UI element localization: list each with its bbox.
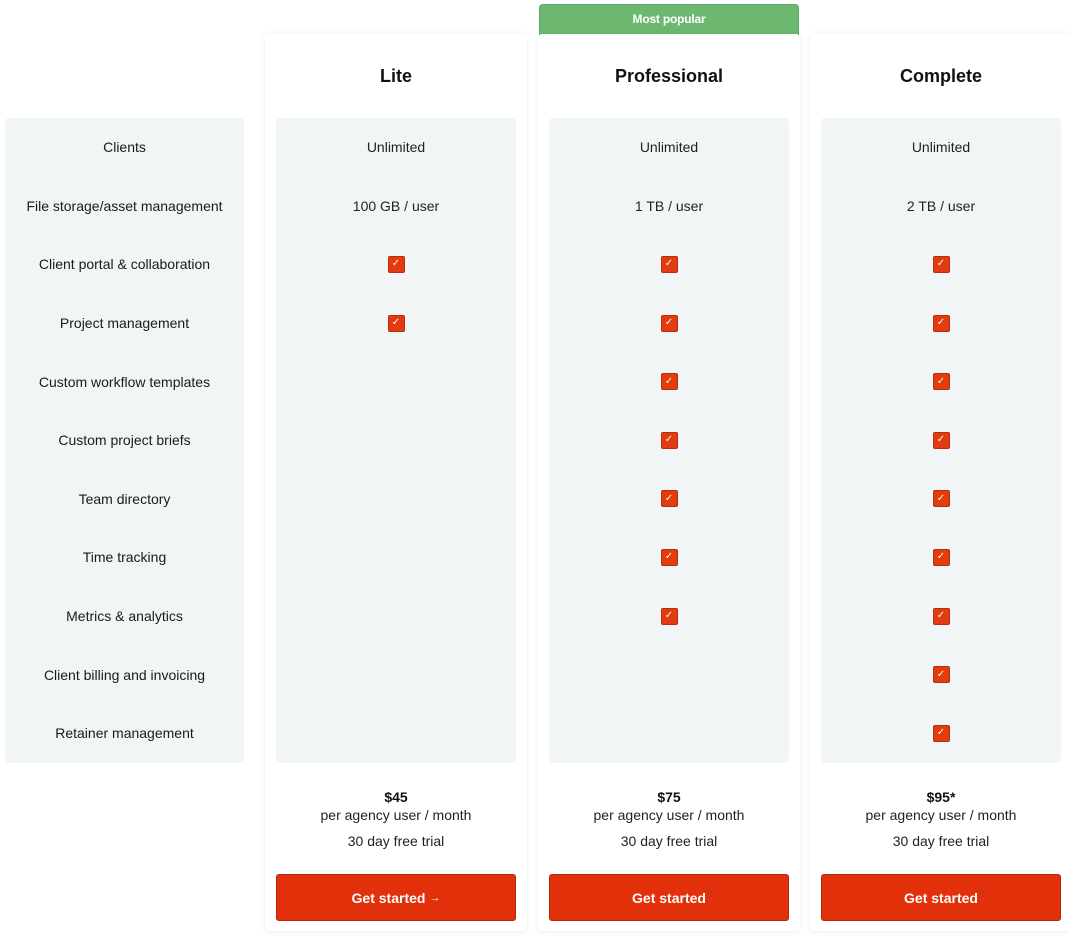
- checkbox-checked-icon: ✓: [933, 608, 950, 625]
- plan-price: $75: [657, 789, 681, 805]
- feature-label-team-directory: Team directory: [78, 490, 171, 507]
- feature-value-storage: 100 GB / user: [352, 197, 440, 214]
- feature-cell-custom-workflow-templates: [821, 352, 1061, 411]
- plan-price: $45: [384, 789, 408, 805]
- feature-cell-time-tracking: [549, 528, 789, 587]
- get-started-button-complete[interactable]: [821, 874, 1061, 921]
- most-popular-badge: Most popular: [539, 4, 799, 38]
- button-label: Get started: [632, 889, 706, 906]
- feature-label-client-portal: Client portal & collaboration: [38, 256, 211, 273]
- checkbox-checked-icon: ✓: [933, 432, 950, 449]
- plan-card-complete: [810, 34, 1070, 931]
- feature-cell-project-management: [276, 294, 516, 353]
- plan-card-professional: [538, 34, 800, 931]
- checkbox-checked-icon: ✓: [933, 666, 950, 683]
- feature-value-clients: Unlimited: [639, 139, 699, 156]
- feature-label-custom-project-briefs: Custom project briefs: [58, 432, 191, 449]
- checkbox-checked-icon: ✓: [661, 490, 678, 507]
- feature-cell-client-portal: [549, 235, 789, 294]
- feature-label-client-billing: Client billing and invoicing: [43, 666, 206, 683]
- checkbox-checked-icon: ✓: [933, 549, 950, 566]
- checkbox-checked-icon: ✓: [388, 315, 405, 332]
- feature-cell-metrics-analytics: [276, 587, 516, 646]
- feature-label-file-storage: File storage/asset management: [26, 197, 223, 214]
- feature-cell-custom-project-briefs: [821, 411, 1061, 470]
- feature-cell-custom-project-briefs: [276, 411, 516, 470]
- checkbox-checked-icon: ✓: [933, 373, 950, 390]
- feature-list: [5, 118, 244, 763]
- feature-label-project-management: Project management: [59, 315, 190, 332]
- feature-cell-metrics-analytics: [821, 587, 1061, 646]
- feature-cell-client-billing: [549, 645, 789, 704]
- feature-cell-team-directory: [821, 470, 1061, 529]
- feature-value-storage: 2 TB / user: [906, 197, 976, 214]
- feature-cell-custom-project-briefs: [549, 411, 789, 470]
- feature-cell-custom-workflow-templates: [549, 352, 789, 411]
- feature-cell-client-billing: [821, 645, 1061, 704]
- feature-cell-retainer-management: [821, 704, 1061, 763]
- feature-cell-custom-workflow-templates: [276, 352, 516, 411]
- plan-feature-column: [549, 118, 789, 763]
- price-period: per agency user / month: [865, 807, 1017, 823]
- checkbox-checked-icon: ✓: [388, 256, 405, 273]
- feature-cell-retainer-management: [549, 704, 789, 763]
- plan-name: Complete: [899, 66, 982, 86]
- checkbox-checked-icon: ✓: [933, 490, 950, 507]
- arrow-right-icon: →: [429, 891, 441, 904]
- checkbox-checked-icon: ✓: [933, 315, 950, 332]
- price-period: per agency user / month: [320, 807, 472, 823]
- plan-feature-column: [276, 118, 516, 763]
- feature-value-storage: 1 TB / user: [634, 197, 704, 214]
- feature-cell-project-management: [549, 294, 789, 353]
- feature-cell-team-directory: [276, 470, 516, 529]
- feature-cell-project-management: [821, 294, 1061, 353]
- feature-cell-client-portal: [821, 235, 1061, 294]
- checkbox-checked-icon: ✓: [661, 373, 678, 390]
- get-started-button-lite[interactable]: [276, 874, 516, 921]
- free-trial-note: 30 day free trial: [892, 833, 990, 849]
- price-period: per agency user / month: [593, 807, 745, 823]
- checkbox-checked-icon: ✓: [661, 315, 678, 332]
- checkbox-checked-icon: ✓: [661, 549, 678, 566]
- checkbox-checked-icon: ✓: [661, 432, 678, 449]
- checkbox-checked-icon: ✓: [661, 608, 678, 625]
- checkbox-checked-icon: ✓: [933, 256, 950, 273]
- feature-cell-retainer-management: [276, 704, 516, 763]
- feature-label-custom-workflow-templates: Custom workflow templates: [38, 373, 211, 390]
- checkbox-checked-icon: ✓: [661, 256, 678, 273]
- button-label: Get started: [904, 889, 978, 906]
- get-started-button-professional[interactable]: [549, 874, 789, 921]
- feature-cell-metrics-analytics: [549, 587, 789, 646]
- feature-cell-client-portal: [276, 235, 516, 294]
- feature-cell-time-tracking: [276, 528, 516, 587]
- plan-price: $95*: [926, 789, 956, 805]
- plan-card-lite: [265, 34, 527, 931]
- feature-label-retainer-management: Retainer management: [55, 725, 194, 742]
- feature-cell-time-tracking: [821, 528, 1061, 587]
- plan-name: Lite: [379, 66, 412, 86]
- feature-label-metrics-analytics: Metrics & analytics: [66, 608, 183, 625]
- feature-cell-client-billing: [276, 645, 516, 704]
- free-trial-note: 30 day free trial: [620, 833, 718, 849]
- feature-label-clients: Clients: [103, 139, 146, 156]
- feature-label-time-tracking: Time tracking: [82, 549, 167, 566]
- feature-value-clients: Unlimited: [366, 139, 426, 156]
- feature-cell-team-directory: [549, 470, 789, 529]
- free-trial-note: 30 day free trial: [347, 833, 445, 849]
- feature-value-clients: Unlimited: [911, 139, 971, 156]
- plan-name: Professional: [614, 66, 724, 86]
- plan-feature-column: [821, 118, 1061, 763]
- button-label: Get started: [351, 889, 426, 906]
- checkbox-checked-icon: ✓: [933, 725, 950, 742]
